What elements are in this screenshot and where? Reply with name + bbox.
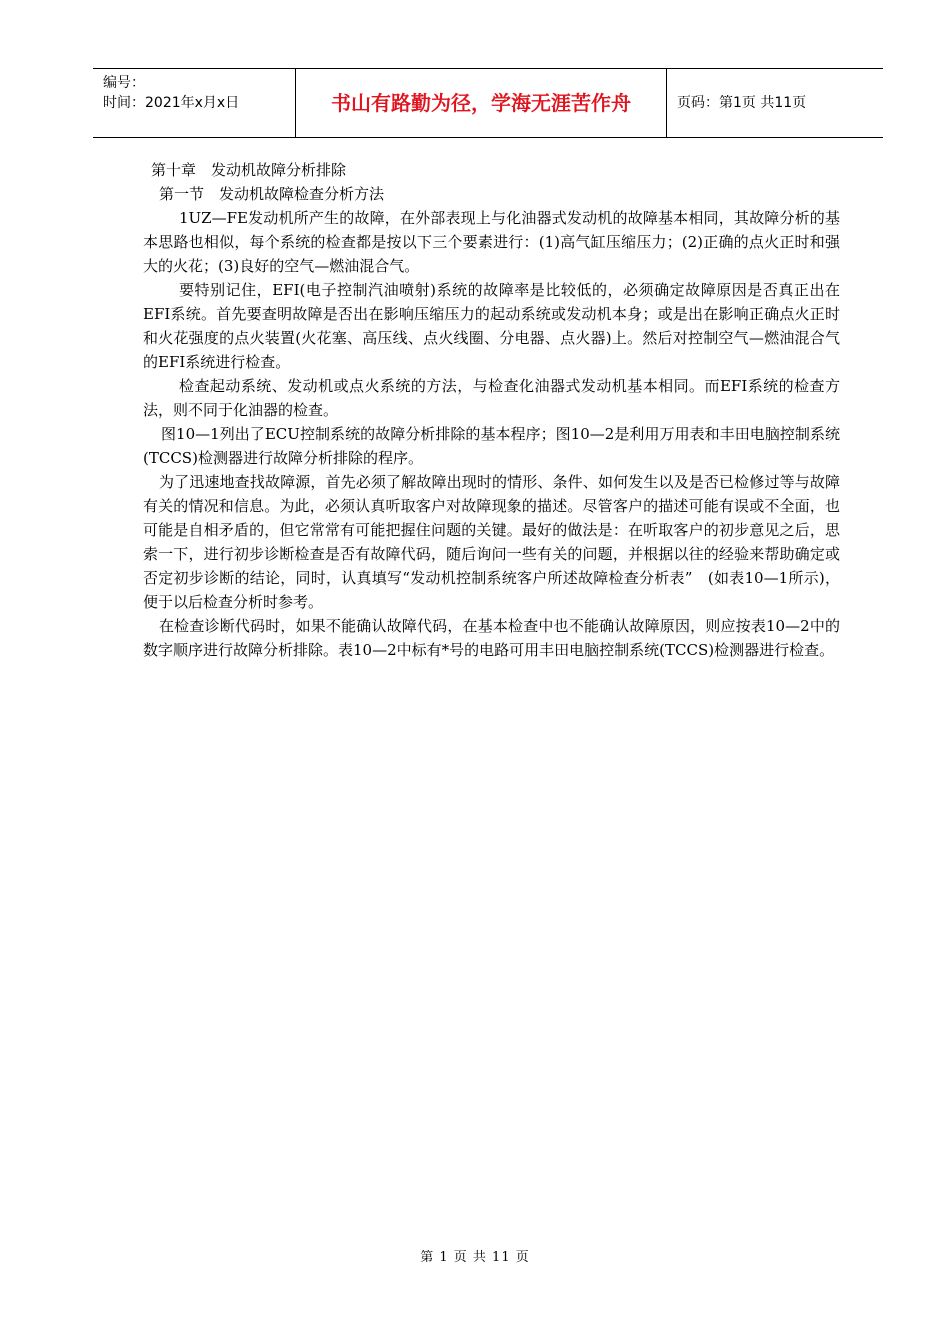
body-paragraph: 图10—1列出了ECU控制系统的故障分析排除的基本程序；图10—2是利用万用表和丰田电脑控制系统(TCCS)检测器进行故障分析排除的程序。 xyxy=(143,425,840,467)
header-meta-cell xyxy=(93,69,295,137)
body-paragraph: 在检查诊断代码时，如果不能确认故障代码，在基本检查中也不能确认故障原因，则应按表10—2中的数字顺序进行故障分析排除。表10—2中标有*号的电路可用丰田电脑控制系统(TCCS)检测器进行检查。 xyxy=(143,617,840,659)
chapter-title: 第十章 发动机故障分析排除 xyxy=(151,161,347,179)
body-paragraph: 检查起动系统、发动机或点火系统的方法，与检查化油器式发动机基本相同。而EFI系统的检查方法，则不同于化油器的检查。 xyxy=(143,377,840,419)
page-footer: 第 1 页 共 11 页 xyxy=(420,1250,530,1265)
document-body xyxy=(143,158,840,662)
document-header xyxy=(93,68,883,138)
document-time-label: 时间：2021年x月x日 xyxy=(103,95,240,111)
body-paragraph: 要特别记住，EFI(电子控制汽油喷射)系统的故障率是比较低的，必须确定故障原因是否真正出在EFI系统。首先要查明故障是否出在影响压缩压力的起动系统或发动机本身；或是出在影响正确点火正时和火花强度的点火装置(火花塞、高压线、点火线圈、分电器、点火器)上。然后对控制空气—燃油混合气的EFI系统进行检查。 xyxy=(143,281,840,371)
body-paragraph: 为了迅速地查找故障源，首先必须了解故障出现时的情形、条件、如何发生以及是否已检修过等与故障有关的情况和信息。为此，必须认真听取客户对故障现象的描述。尽管客户的描述可能有误或不全面，也可能是自相矛盾的，但它常常有可能把握住问题的关键。最好的做法是：在听取客户的初步意见之后，思索一下，进行初步诊断检查是否有故障代码，随后询问一些有关的问题，并根据以往的经验来帮助确定或否定初步诊断的结论，同时，认真填写“发动机控制系统客户所述故障检查分析表” (如表10—1所示)，便于以后检查分析时参考。 xyxy=(143,473,840,611)
section-title: 第一节 发动机故障检查分析方法 xyxy=(159,185,385,203)
body-paragraph: 1UZ—FE发动机所产生的故障，在外部表现上与化油器式发动机的故障基本相同，其故障分析的基本思路也相似，每个系统的检查都是按以下三个要素进行：(1)高气缸压缩压力；(2)正确的点火正时和强大的火花；(3)良好的空气—燃油混合气。 xyxy=(143,209,840,275)
document-number-label: 编号： xyxy=(103,75,145,91)
header-motto: 书山有路勤为径，学海无涯苦作舟 xyxy=(295,69,667,137)
header-page-info: 页码：第1页 共11页 xyxy=(677,95,807,111)
